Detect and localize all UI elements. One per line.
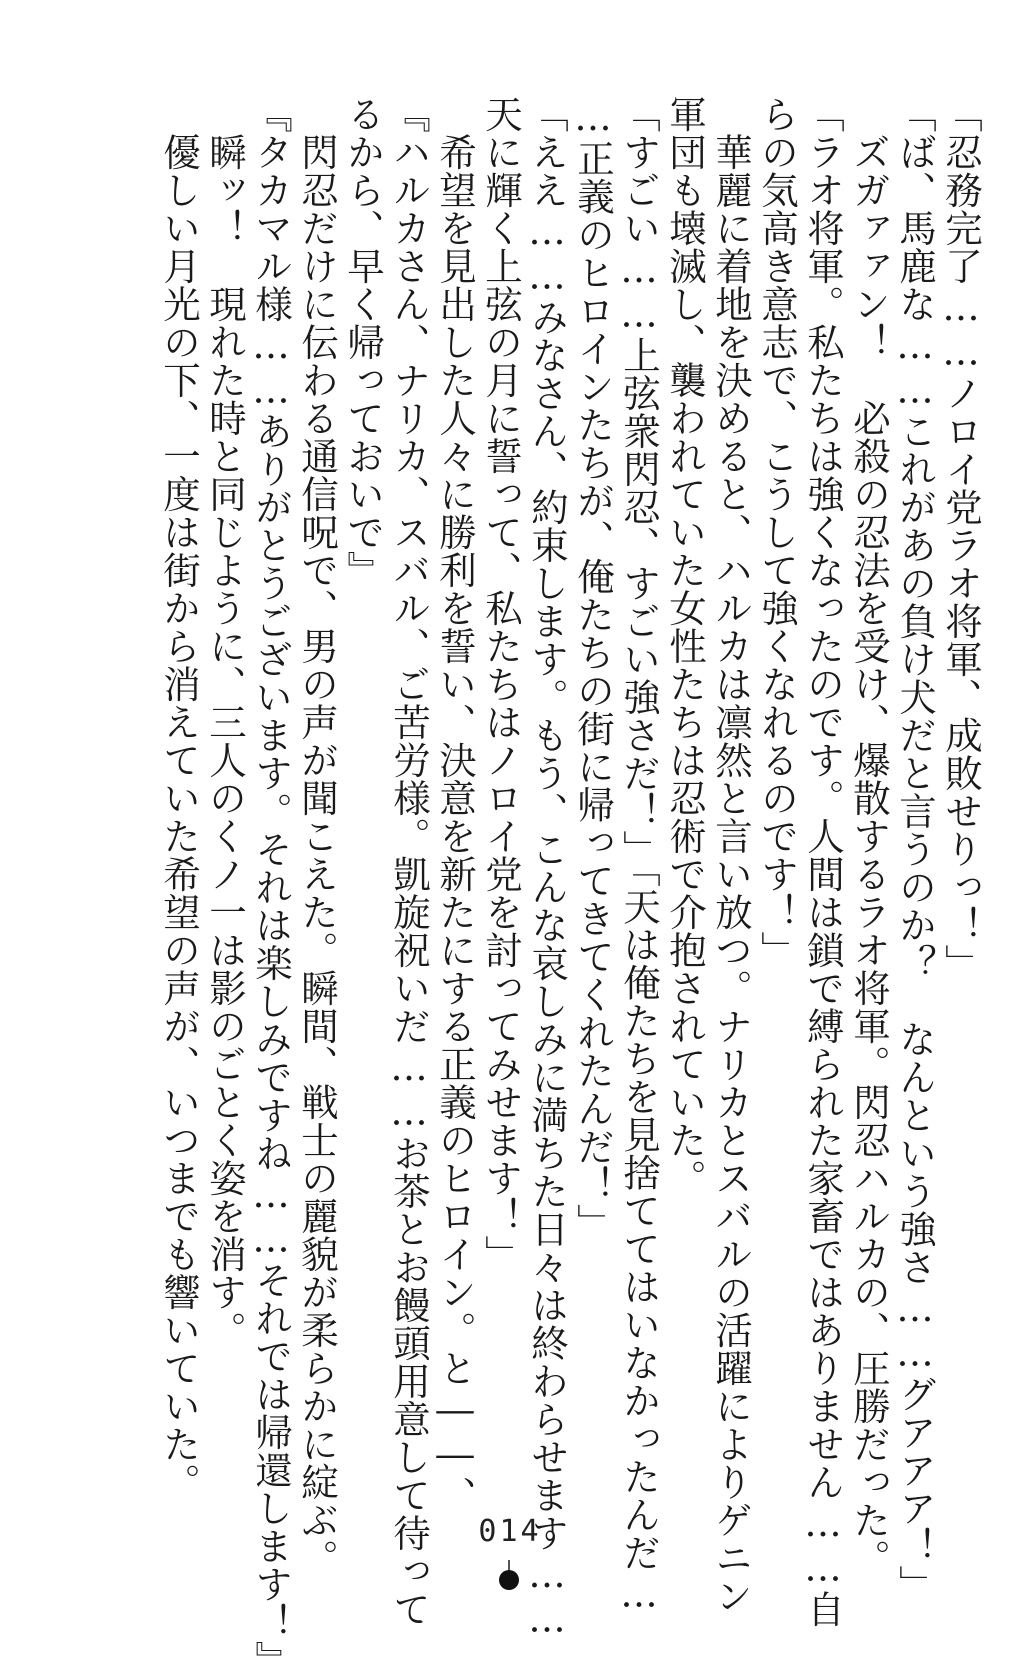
- text-line: 瞬ッ！ 現れた時と同じように、三人のくノ一は影のごとく姿を消す。: [203, 95, 247, 1349]
- page-marker-dot-icon: [499, 1570, 519, 1590]
- text-line: 希望を見出した人々に勝利を誓い、決意を新たにする正義のヒロイン。と――、: [433, 95, 477, 1514]
- page-number: 014: [478, 1514, 542, 1549]
- text-line: 「忍務完了……ノロイ党ラオ将軍、成敗せりっ！」: [939, 95, 983, 982]
- text-line: 軍団も壊滅し、襲われていた女性たちは忍術で介抱されていた。: [663, 95, 707, 1197]
- text-line: 優しい月光の下、一度は街から消えていた希望の声が、いつまでも響いていた。: [157, 95, 201, 1501]
- text-line: 『タカマル様……ありがとうございます。それは楽しみですね……それでは帰還します！』: [249, 95, 293, 1679]
- text-line: 「すごい……上弦衆閃忍、すごい強さだ！」「天は俺たちを見捨ててはいなかったんだ…: [617, 95, 661, 1616]
- text-line: 天に輝く上弦の月に誓って、私たちはノロイ党を討ってみせます！」: [479, 95, 523, 1273]
- text-line: 「ええ……みなさん、約束します。もう、こんな哀しみに満ちた日々は終わらせます……: [525, 95, 569, 1641]
- text-line: 「ラオ将軍。私たちは強くなったのです。人間は鎖で縛られた家畜ではありません……自: [801, 95, 845, 1628]
- text-line: 閃忍だけに伝わる通信呪で、男の声が聞こえた。瞬間、戦士の麗貌が柔らかに綻ぶ。: [295, 95, 339, 1577]
- text-line: らの気高き意志で、こうして強くなれるのです！」: [755, 95, 799, 969]
- text-line: 『ハルカさん、ナリカ、スバル、ご苦労様。凱旋祝いだ……お茶とお饅頭用意して待って: [387, 95, 431, 1628]
- text-line: 華麗に着地を決めると、ハルカは凛然と言い放つ。ナリカとスバルの活躍によりゲニン: [709, 95, 753, 1615]
- text-line: るから、早く帰っておいで』: [341, 95, 385, 589]
- text-line: ズガァァン！ 必殺の忍法を受け、爆散するラオ将軍。閃忍ハルカの、圧勝だった。: [847, 95, 891, 1577]
- text-line: …正義のヒロインたちが、俺たちの街に帰ってきてくれたんだ！」: [571, 95, 615, 1242]
- text-line: 「ば、馬鹿な……これがあの負け犬だと言うのか？ なんという強さ……グアアア！」: [893, 95, 937, 1603]
